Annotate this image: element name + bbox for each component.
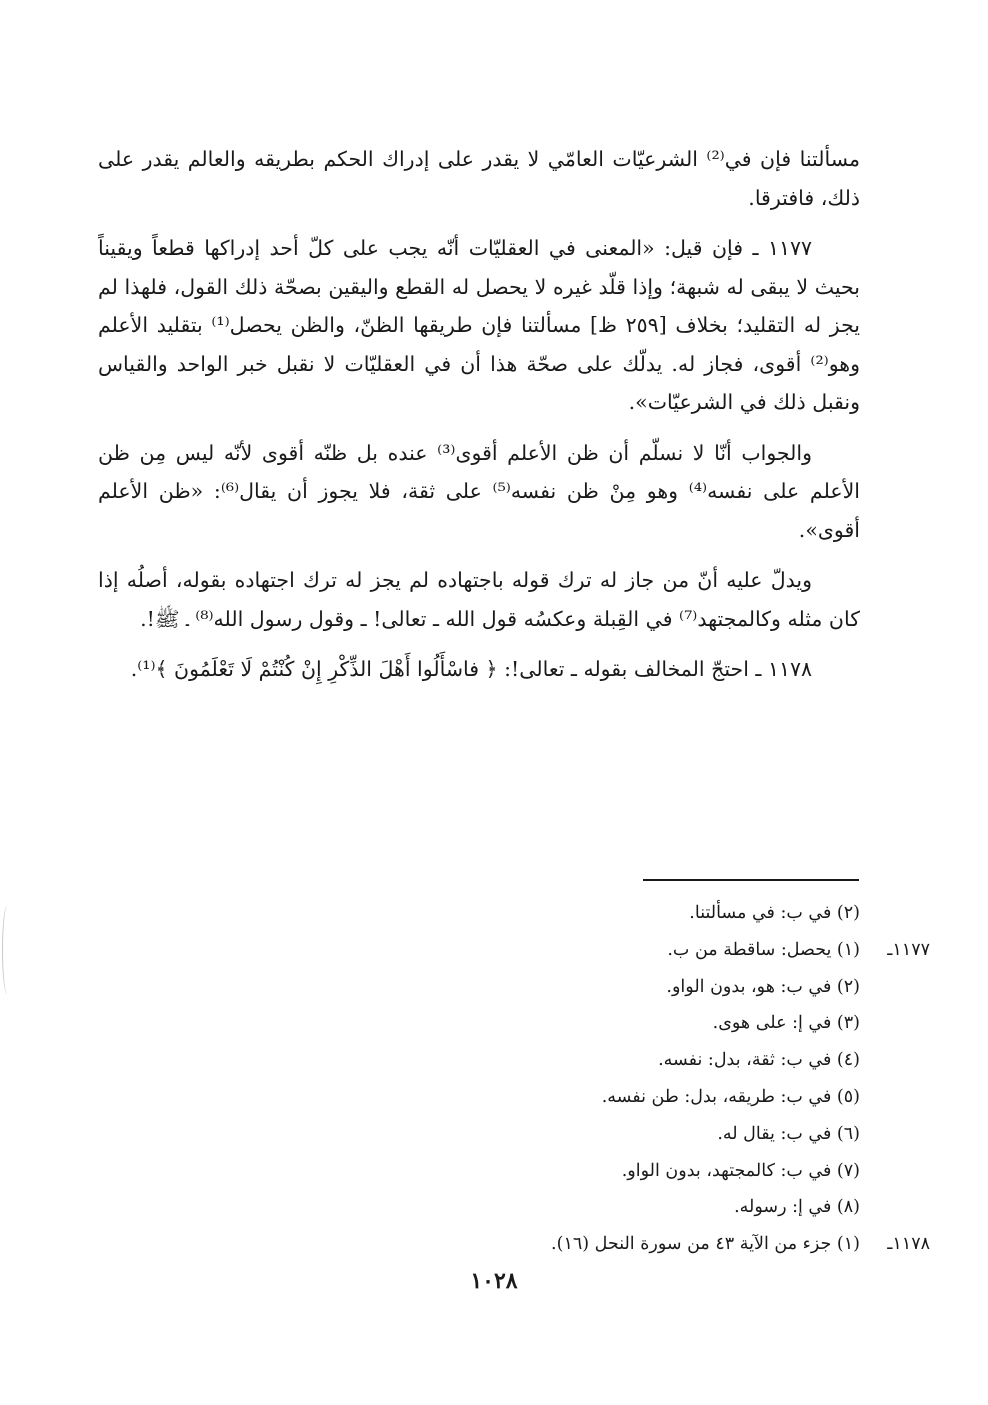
footnote-text: (٧) في ب: كالمجتهد، بدون الواو.: [621, 1160, 860, 1181]
footnote: [50, 895, 930, 932]
footnote-text: (٤) في ب: ثقة، بدل: نفسه.: [658, 1050, 860, 1071]
footnote-divider: [643, 879, 859, 881]
footnote: [50, 969, 930, 1006]
scan-edge-mark: [2, 905, 13, 995]
main-text: [98, 140, 860, 701]
paragraph-answer: والجواب أنّا لا نسلّم أن ظن الأعلم أقوى⁽³⁾ عنده بل ظنّه أقوى لأنّه ليس مِن ظن الأعلم على نفسه⁽⁴⁾ وهو مِنْ ظن نفسه⁽⁵⁾ على ثقة، فلا يجوز أن يقال⁽⁶⁾: «ظن الأعلم أقوى».: [98, 440, 860, 542]
footnote: [50, 1005, 930, 1042]
footnote: [50, 1079, 930, 1116]
paragraph-1178: ١١٧٨ ـ احتجّ المخالف بقوله ـ تعالى!: ﴿ فاسْأَلُوا أَهْلَ الذِّكْرِ إِنْ كُنْتُمْ لَا تَعْلَمُونَ ﴾⁽¹⁾.: [130, 657, 812, 681]
page-number: ١٠٢٨: [470, 1268, 518, 1294]
footnote: [50, 1116, 930, 1153]
footnote-text: (٦) في ب: يقال له.: [717, 1123, 860, 1144]
footnote-text: (٢) في ب: في مسألتنا.: [689, 903, 860, 923]
footnote-text: (١) جزء من الآية ٤٣ من سورة النحل (١٦).: [551, 1234, 860, 1255]
footnote-text: (٨) في إ: رسوله.: [734, 1197, 860, 1218]
footnote-text: (١) يحصل: ساقطة من ب.: [667, 939, 860, 960]
footnote: [50, 1189, 930, 1226]
paragraph-1177: ١١٧٧ ـ فإن قيل: «المعنى في العقليّات أنّه يجب على كلّ أحد إدراكها قطعاً ويقيناً بحيث لا يبقى له شبهة؛ وإذا قلّد غيره لا يحصل له القطع واليقين بصحّة ذلك القول، فلهذا لم يجز له التقليد؛ بخلاف [٢٥٩ ظ] مسألتنا فإن طريقها الظنّ، والظن يحصل⁽¹⁾ بتقليد الأعلم وهو⁽²⁾ أقوى، فجاز له. يدلّك على صحّة هذا أن في العقليّات لا نقبل خبر الواحد والقياس ونقبل ذلك في الشرعيّات».: [98, 236, 861, 414]
footnote-text: (٥) في ب: طريقه، بدل: طن نفسه.: [601, 1086, 860, 1107]
footnote-section-label: ١١٧٧ـ: [887, 939, 930, 960]
footnote: [50, 1153, 930, 1190]
footnote: [50, 1042, 930, 1079]
footnotes: [50, 895, 930, 1263]
footnote-text: (٣) في إ: على هوى.: [712, 1013, 860, 1034]
paragraph-1: مسألتنا فإن في⁽²⁾ الشرعيّات العامّي لا يقدر على إدراك الحكم بطريقه والعالم يقدر على ذلك، فافترقا.: [98, 147, 860, 210]
footnote-text: (٢) في ب: هو، بدون الواو.: [666, 976, 860, 997]
footnote-section-label: ١١٧٨ـ: [887, 1234, 930, 1255]
paragraph-evidence: ويدلّ عليه أنّ من جاز له ترك قوله باجتهاده لم يجز له ترك اجتهاده بقوله، أصلُه إذا كان مثله وكالمجتهد⁽⁷⁾ في القِبلة وعكسُه قول الله ـ تعالى! ـ وقول رسول الله⁽⁸⁾ ـ ﷺ!.: [98, 568, 860, 631]
footnote: [50, 932, 930, 969]
footnote: [50, 1226, 930, 1263]
